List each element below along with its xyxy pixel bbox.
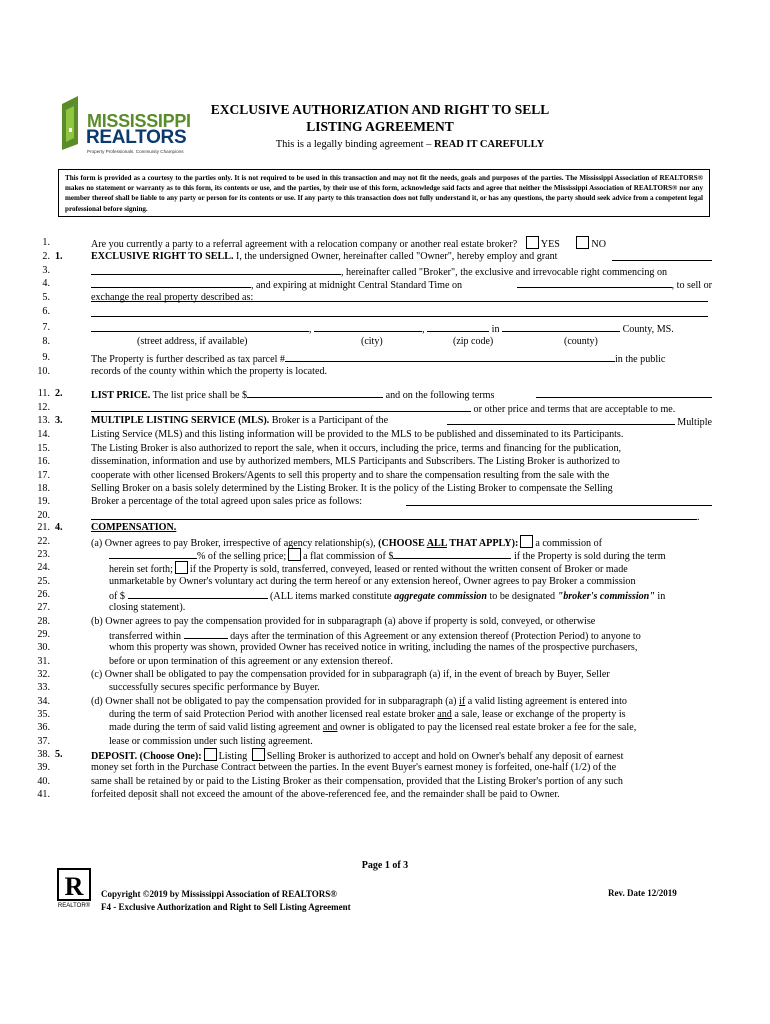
line-13: 13. 3. MULTIPLE LISTING SERVICE (MLS). Broker is a Participant of the Multiple	[28, 414, 712, 428]
svg-text:R: R	[64, 872, 84, 901]
line-number: 10.	[37, 366, 50, 377]
line-16	[28, 455, 712, 469]
line-text: forfeited deposit shall not exceed the amount of the above-referenced fee, and the remainder shall be paid to Owner.	[91, 789, 560, 800]
line-text: , and expiring at midnight Central Standard Time on	[91, 277, 712, 293]
selling-broker-compensation-field-2[interactable]	[91, 509, 697, 520]
line-number: 17.	[37, 470, 50, 481]
line-17	[28, 469, 712, 483]
line-31	[28, 655, 712, 669]
line-39	[28, 761, 712, 775]
commission-percent-checkbox[interactable]	[520, 535, 533, 548]
line-22	[28, 535, 712, 549]
line-number: 4.	[42, 278, 50, 289]
line-24	[28, 561, 712, 575]
line-number: 30.	[37, 642, 50, 653]
line-11	[28, 387, 712, 401]
line-text: herein set forth; if the Property is sold, transferred, conveyed, leased or rented without the written consent of Broker or made	[109, 561, 712, 577]
line-number: 5.	[42, 292, 50, 303]
footer-revision-date: Rev. Date 12/2019	[608, 888, 677, 898]
line-number: 1.	[42, 237, 50, 248]
form-title-line2: LISTING AGREEMENT	[306, 119, 454, 134]
line-4: 4. , and expiring at midnight Central Standard Time on , to sell or	[28, 277, 712, 291]
line-number: 22.	[37, 536, 50, 547]
line-28	[28, 615, 712, 629]
line-text: cooperate with other licensed Brokers/Agents to sell this property and to share the compensation resulting from the sale with the	[91, 470, 610, 481]
zip-code-field[interactable]	[427, 321, 489, 332]
protection-period-days-field[interactable]	[184, 628, 228, 639]
line-text: of $ (ALL items marked constitute aggregate commission to be designated "broker's commission" in	[109, 588, 712, 604]
line-text: Listing Service (MLS) and this listing information will be provided to the MLS to be published and disseminated to its Participants.	[91, 429, 624, 440]
line-23	[28, 548, 712, 562]
property-description-line-5[interactable]	[91, 301, 708, 302]
svg-text:REALTOR®: REALTOR®	[57, 903, 91, 908]
line-21	[28, 521, 712, 535]
line-14	[28, 428, 712, 442]
section-number: 4.	[55, 522, 63, 533]
line-text: MULTIPLE LISTING SERVICE (MLS). Broker is a Participant of the	[91, 415, 389, 426]
line-number: 40.	[37, 776, 50, 787]
line-37	[28, 735, 712, 749]
commission-percent-field[interactable]	[109, 548, 197, 559]
line-number: 12.	[37, 402, 50, 413]
line-number: 41.	[37, 789, 50, 800]
realtor-r-icon	[57, 868, 91, 908]
line-34	[28, 695, 712, 709]
line-text: LIST PRICE. The list price shall be $ and on the following terms	[91, 387, 712, 403]
line-18	[28, 482, 712, 496]
line-38	[28, 748, 712, 762]
mississippi-realtors-logo	[60, 94, 200, 160]
flat-commission-field[interactable]	[393, 548, 511, 559]
line-text: , , in County, MS.	[91, 321, 712, 337]
logo-tagline: Property Professionals. Community Champions	[87, 149, 184, 154]
flat-commission-checkbox[interactable]	[288, 548, 301, 561]
line-10	[28, 365, 712, 379]
line-text: % of the selling price; a flat commission of $ if the Property is sold during the term	[109, 548, 712, 564]
line-2	[28, 250, 712, 264]
field-caption: (zip code)	[453, 336, 494, 347]
line-text: EXCLUSIVE RIGHT TO SELL. I, the undersigned Owner, hereinafter called "Owner", hereby employ and grant	[91, 251, 558, 262]
line-number: 20.	[37, 510, 50, 521]
logo-text-bottom: REALTORS	[86, 127, 187, 148]
line-text: The Listing Broker is also authorized to report the sale, when it occurs, including the price, terms and financing for the publication,	[91, 443, 622, 454]
line-text: Are you currently a party to a referral agreement with a relocation company or another real estate broker? YES NO	[91, 236, 712, 252]
line-15	[28, 442, 712, 456]
section-number: 1.	[55, 251, 63, 262]
property-description-line-6[interactable]	[91, 316, 708, 317]
line-text: closing statement).	[109, 602, 186, 613]
line-33	[28, 681, 712, 695]
line-text: exchange the real property described as:	[91, 292, 254, 303]
section-number: 3.	[55, 415, 63, 426]
section-number: 5.	[55, 749, 63, 760]
line-12	[28, 401, 712, 415]
line-number: 13.	[37, 415, 50, 426]
logo-mark-icon	[60, 94, 82, 152]
line-number: 35.	[37, 709, 50, 720]
line-number: 36.	[37, 722, 50, 733]
line-text: COMPENSATION.	[91, 522, 177, 533]
line-number: 18.	[37, 483, 50, 494]
line-text: transferred within days after the termination of this Agreement or any extension thereof (Protection Period) to anyone to	[109, 628, 712, 644]
line-27	[28, 601, 712, 615]
line-text: (a) Owner agrees to pay Broker, irrespective of agency relationship(s), (CHOOSE ALL THAT APPLY): a commission of	[91, 535, 712, 551]
line-text: before or upon termination of this agreement or any extension thereof.	[109, 656, 393, 667]
line-number: 16.	[37, 456, 50, 467]
line-number: 15.	[37, 443, 50, 454]
unmarketable-commission-checkbox[interactable]	[175, 561, 188, 574]
list-terms-field-2[interactable]	[91, 401, 471, 412]
line-text: lease or commission under such listing agreement.	[109, 736, 313, 747]
line-36	[28, 721, 712, 735]
line-number: 26.	[37, 589, 50, 600]
line-number: 28.	[37, 616, 50, 627]
field-caption: (street address, if available)	[137, 336, 248, 347]
line-29	[28, 628, 712, 642]
line-number: 37.	[37, 736, 50, 747]
field-caption: (county)	[564, 336, 598, 347]
unmarketable-commission-field[interactable]	[128, 588, 268, 599]
list-terms-field[interactable]	[536, 387, 712, 398]
line-9	[28, 351, 712, 365]
expiration-date-field[interactable]	[517, 277, 672, 288]
line-25	[28, 575, 712, 589]
line-text: whom this property was shown, provided Owner has received notice in writing, including the names of the prospective purchasers,	[109, 642, 638, 653]
line-7	[28, 321, 712, 335]
line-text: dissemination, information and use by authorized members, MLS Participants and Subscribers. The Listing Broker is authorized to	[91, 456, 620, 467]
line-text: The Property is further described as tax parcel # in the public	[91, 351, 712, 367]
line-text: .	[91, 509, 712, 525]
line-number: 9.	[42, 352, 50, 363]
line-text: (d) Owner shall not be obligated to pay the compensation provided for in subparagraph (a) if a valid listing agreement is entered into	[91, 696, 627, 707]
selling-broker-deposit-checkbox[interactable]	[252, 748, 265, 761]
line-number: 31.	[37, 656, 50, 667]
line-number: 24.	[37, 562, 50, 573]
line-26	[28, 588, 712, 602]
line-text: same shall be retained by or paid to the Listing Broker as their compensation, provided that the Listing Broker's portion of any such	[91, 776, 623, 787]
line-number: 21.	[37, 522, 50, 533]
selling-broker-compensation-field[interactable]	[406, 495, 712, 506]
page-number: Page 1 of 3	[361, 860, 409, 871]
line-number: 6.	[42, 306, 50, 317]
form-title-line1: EXCLUSIVE AUTHORIZATION AND RIGHT TO SELL	[210, 102, 550, 117]
commencing-date-field[interactable]	[91, 277, 251, 288]
section-number: 2.	[55, 388, 63, 399]
line-number: 19.	[37, 496, 50, 507]
broker-name-field[interactable]	[612, 250, 712, 261]
line-number: 2.	[42, 251, 50, 262]
line-number: 32.	[37, 669, 50, 680]
line-number: 11.	[37, 388, 50, 399]
line-text: made during the term of said valid listing agreement and owner is obligated to pay the licensed real estate broker a fee for the sale,	[109, 722, 637, 733]
referral-yes-checkbox[interactable]	[526, 236, 539, 249]
line-text: successfully secures specific performance by Buyer.	[109, 682, 320, 693]
street-address-field[interactable]	[91, 321, 309, 332]
referral-no-checkbox[interactable]	[576, 236, 589, 249]
list-price-field[interactable]	[247, 387, 383, 398]
footer-copyright: Copyright ©2019 by Mississippi Association of REALTORS® F4 - Exclusive Authorization and Right to Sell Listing Agreement	[101, 889, 351, 912]
line-text: Broker a percentage of the total agreed upon sales price as follows:	[91, 496, 363, 507]
line-text: DEPOSIT. (Choose One): Listing Selling Broker is authorized to accept and hold on Owner's behalf any deposit of earnest	[91, 748, 712, 764]
line-text: (c) Owner shall be obligated to pay the compensation provided for in subparagraph (a) if, in the event of breach by Buyer, Seller	[91, 669, 610, 680]
line-number: 29.	[37, 629, 50, 640]
line-text: unmarketable by Owner's voluntary act during the term hereof or any extension hereof, Owner agrees to pay Broker a commission	[109, 576, 636, 587]
logo-text-top: MISSISSIPPI	[87, 111, 191, 131]
line-number: 14.	[37, 429, 50, 440]
line-text: money set forth in the Purchase Contract between the parties. In the event Buyer's earnest money is forfeited, one-half (1/2) of the	[91, 762, 617, 773]
line-number: 8.	[42, 336, 50, 347]
line-number: 23.	[37, 549, 50, 560]
line-number: 27.	[37, 602, 50, 613]
listing-broker-deposit-checkbox[interactable]	[204, 748, 217, 761]
broker-name-field-2[interactable]	[91, 264, 341, 275]
line-8	[28, 335, 712, 349]
line-35	[28, 708, 712, 722]
line-3	[28, 264, 712, 278]
form-subtitle: This is a legally binding agreement – READ IT CAREFULLY	[275, 139, 545, 150]
line-text: , hereinafter called "Broker", the exclusive and irrevocable right commencing on	[91, 264, 712, 280]
line-number: 34.	[37, 696, 50, 707]
line-text: Selling Broker on a basis solely determined by the Listing Broker. It is the policy of the Listing Broker to compensate the Selling	[91, 483, 613, 494]
line-41	[28, 788, 712, 802]
line-text: records of the county within which the property is located.	[91, 366, 328, 377]
line-40	[28, 775, 712, 789]
disclaimer-box: This form is provided as a courtesy to the parties only. It is not required to be used in this transaction and may not fit the needs, goals and purposes of the parties. The Mississippi Association of REALTORS® makes no statement or warranty as to this form, its contents or use, and the parties, by their use of this form, acknowledge said facts and agree that neither the Mississippi Association of REALTORS® nor any member thereof shall be liable to any party or person for its contents or use. If any party to this transaction does not fully understand it, or has any questions, the party should seek advice from a competent legal professional before signing.	[58, 169, 710, 217]
line-text: during the term of said Protection Period with another licensed real estate broker and a sale, lease or exchange of the property is	[109, 709, 626, 720]
line-number: 38.	[37, 749, 50, 760]
line-30	[28, 641, 712, 655]
line-number: 39.	[37, 762, 50, 773]
line-text: or other price and terms that are acceptable to me.	[91, 401, 712, 417]
line-number: 25.	[37, 576, 50, 587]
line-32	[28, 668, 712, 682]
line-number: 7.	[42, 322, 50, 333]
line-19	[28, 495, 712, 509]
line-number: 33.	[37, 682, 50, 693]
line-5	[28, 291, 712, 305]
line-1	[28, 236, 712, 250]
line-number: 3.	[42, 265, 50, 276]
mls-name-field[interactable]	[447, 414, 675, 425]
line-text: (b) Owner agrees to pay the compensation provided for in subparagraph (a) above if property is sold, conveyed, or otherwise	[91, 616, 596, 627]
field-caption: (city)	[361, 336, 383, 347]
city-field[interactable]	[314, 321, 422, 332]
county-field[interactable]	[502, 321, 620, 332]
tax-parcel-field[interactable]	[285, 351, 615, 362]
